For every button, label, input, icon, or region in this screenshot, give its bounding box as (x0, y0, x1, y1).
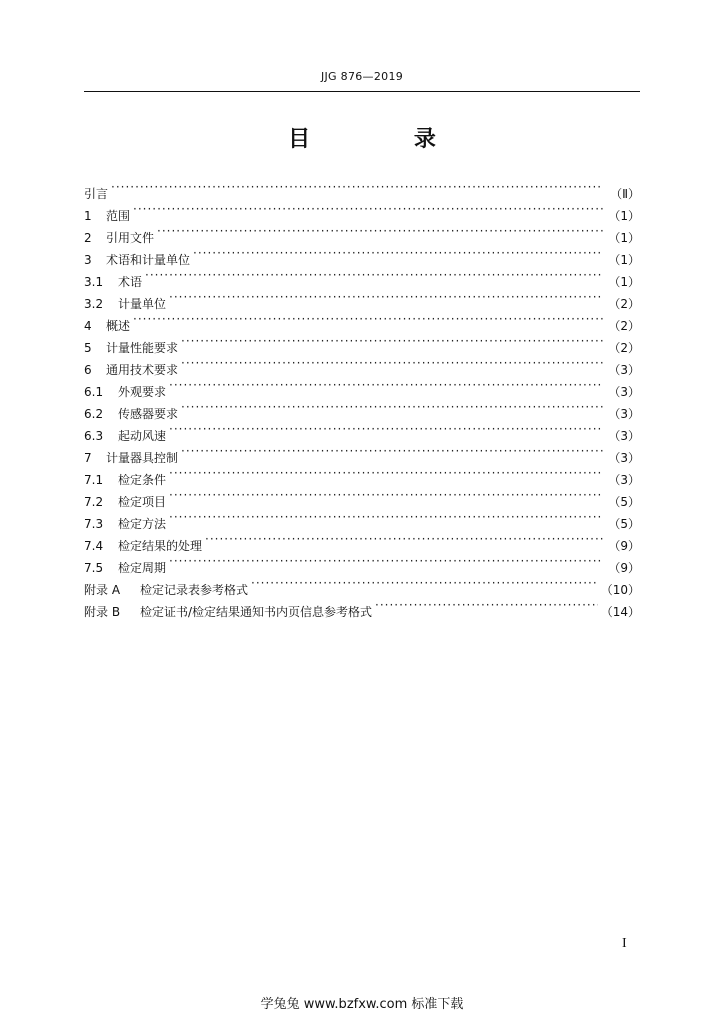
toc-dot-leader (169, 286, 603, 308)
toc-entry-number: 附录 A (84, 583, 121, 597)
toc-entry-page: （2） (608, 341, 640, 355)
toc-entry-page: （1） (608, 231, 640, 245)
toc-entry[interactable] (84, 286, 640, 311)
toc-entry-page: （5） (608, 495, 640, 509)
toc-dot-leader (133, 308, 603, 330)
toc-entry-page: （3） (608, 451, 640, 465)
toc-entry-title: 外观要求 (118, 385, 167, 399)
toc-entry-number: 7.4 (84, 539, 104, 553)
toc-entry-title: 检定结果的处理 (118, 539, 203, 553)
toc-entry-title: 检定方法 (118, 517, 167, 531)
toc-dot-leader (111, 176, 603, 198)
toc-dot-leader (193, 242, 603, 264)
toc-entry-number: 附录 B (84, 605, 121, 619)
toc-entry-page: （1） (608, 209, 640, 223)
toc-entry-title: 范围 (106, 209, 131, 223)
toc-entry[interactable] (84, 484, 640, 509)
toc-entry-number: 6 (84, 363, 92, 377)
watermark-text: 学兔兔 www.bzfxw.com 标准下载 (260, 997, 464, 1012)
toc-dot-leader (181, 330, 603, 352)
toc-entry-number: 6.2 (84, 407, 104, 421)
toc-entry-page: （3） (608, 429, 640, 443)
toc-entry[interactable] (84, 572, 640, 597)
toc-dot-leader (169, 462, 603, 484)
toc-entry-page: （1） (608, 275, 640, 289)
toc-entry-number: 7.1 (84, 473, 104, 487)
toc-entry-title: 检定记录表参考格式 (140, 583, 249, 597)
standard-code-header: JJG 876—2019 (320, 70, 404, 83)
toc-entry-title: 检定条件 (118, 473, 167, 487)
toc-entry-page: （3） (608, 363, 640, 377)
toc-dot-leader (181, 396, 603, 418)
toc-entry[interactable] (84, 264, 640, 289)
toc-entry[interactable] (84, 198, 640, 223)
toc-entry-number: 6.1 (84, 385, 104, 399)
toc-entry-title: 检定项目 (118, 495, 167, 509)
toc-entry[interactable] (84, 220, 640, 245)
toc-dot-leader (205, 528, 603, 550)
toc-entry-title: 引言 (84, 187, 109, 201)
toc-entry-page: （Ⅱ） (610, 187, 640, 201)
toc-entry-page: （2） (608, 319, 640, 333)
toc-entry-title: 计量性能要求 (106, 341, 179, 355)
toc-entry-title: 检定证书/检定结果通知书内页信息参考格式 (140, 605, 373, 619)
toc-title: 目 录 (288, 127, 484, 152)
toc-entry[interactable] (84, 176, 640, 201)
toc-dot-leader (169, 550, 603, 572)
toc-entry-title: 起动风速 (118, 429, 167, 443)
toc-entry[interactable] (84, 396, 640, 421)
toc-dot-leader (181, 440, 603, 462)
toc-dot-leader (157, 220, 603, 242)
toc-entry-page: （3） (608, 407, 640, 421)
toc-entry-number: 3.1 (84, 275, 104, 289)
toc-dot-leader (169, 484, 603, 506)
toc-entry-page: （5） (608, 517, 640, 531)
toc-dot-leader (181, 352, 603, 374)
toc-dot-leader (375, 594, 598, 616)
toc-entry-page: （2） (608, 297, 640, 311)
toc-entry-title: 检定周期 (118, 561, 167, 575)
toc-entry-title: 术语 (118, 275, 143, 289)
toc-entry-number: 2 (84, 231, 92, 245)
toc-dot-leader (251, 572, 598, 594)
toc-entry-number: 3 (84, 253, 92, 267)
toc-entry-number: 7 (84, 451, 92, 465)
toc-entry-number: 5 (84, 341, 92, 355)
toc-entry-number: 3.2 (84, 297, 104, 311)
toc-dot-leader (145, 264, 603, 286)
toc-entry-number: 1 (84, 209, 92, 223)
header-rule (84, 91, 640, 92)
toc-entry-page: （14） (600, 605, 640, 619)
table-of-contents (84, 176, 640, 619)
toc-entry-title: 计量单位 (118, 297, 167, 311)
toc-entry-page: （9） (608, 561, 640, 575)
toc-dot-leader (169, 374, 603, 396)
page-number: I (622, 936, 627, 951)
toc-dot-leader (133, 198, 603, 220)
toc-entry-title: 概述 (106, 319, 131, 333)
toc-entry-title: 通用技术要求 (106, 363, 179, 377)
toc-entry-page: （9） (608, 539, 640, 553)
toc-entry-page: （10） (600, 583, 640, 597)
toc-entry-title: 传感器要求 (118, 407, 179, 421)
toc-entry-title: 引用文件 (106, 231, 155, 245)
toc-entry[interactable] (84, 506, 640, 531)
toc-entry-page: （3） (608, 385, 640, 399)
toc-entry[interactable] (84, 528, 640, 553)
toc-entry-number: 7.5 (84, 561, 104, 575)
toc-entry-number: 6.3 (84, 429, 104, 443)
toc-entry-number: 4 (84, 319, 92, 333)
toc-entry-number: 7.2 (84, 495, 104, 509)
toc-entry[interactable] (84, 308, 640, 333)
toc-entry-number: 7.3 (84, 517, 104, 531)
toc-entry[interactable] (84, 330, 640, 355)
toc-dot-leader (169, 506, 603, 528)
toc-entry-title: 术语和计量单位 (106, 253, 191, 267)
toc-entry-title: 计量器具控制 (106, 451, 179, 465)
toc-dot-leader (169, 418, 603, 440)
toc-entry-page: （1） (608, 253, 640, 267)
toc-entry[interactable] (84, 440, 640, 465)
toc-entry[interactable] (84, 242, 640, 267)
toc-entry-page: （3） (608, 473, 640, 487)
